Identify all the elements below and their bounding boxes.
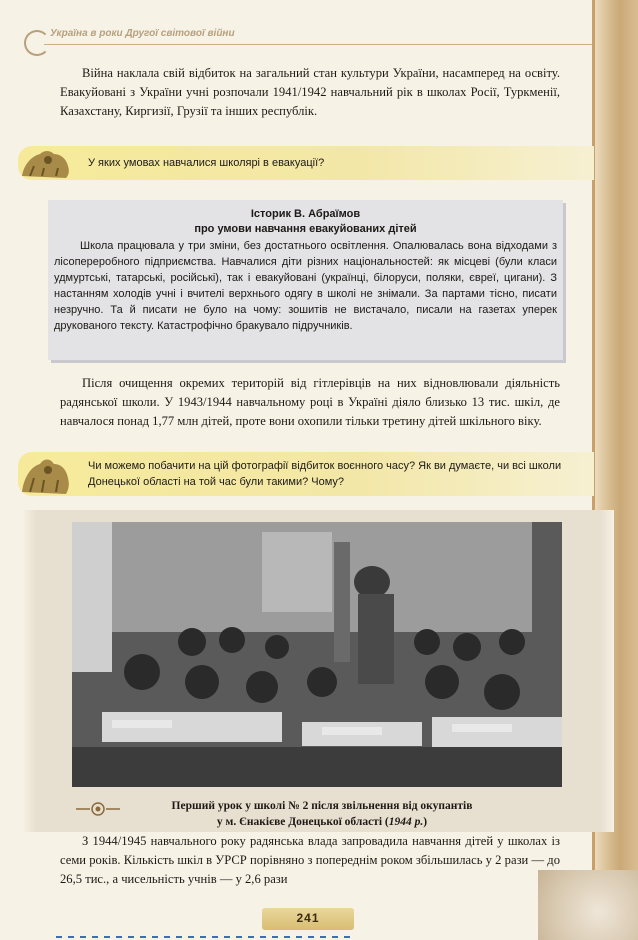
question-horse-icon [18,146,76,180]
caption-close: ) [423,816,428,828]
bottom-dashed-line [56,936,356,938]
question-horse-icon [18,452,76,496]
caption-line-1: Перший урок у школі № 2 після звільнення від окупантів [171,800,473,812]
page-number: 241 [296,911,320,925]
classroom-photo [72,522,562,787]
paragraph-restoration: Після очищення окремих територій від гітлерівців на них відновлювали діяльність радянської школи. У 1943/1944 навчальному році в Україні діяло близько 13 тис. шкіл, де навчалося понад 1,77 млн дітей, проте вони охопили тільки третину дітей шкільного віку. [60,376,560,428]
photo-caption [122,798,522,830]
paragraph-1944: З 1944/1945 навчального року радянська влада запровадила навчання дітей у школах із семи років. Кількість шкіл в УРСР порівняно з попереднім роком збільшилась у 2 рази — до 26,5 тис., а чисельність учнів — у 2,6 рази [60,834,560,886]
photo-frame [32,510,604,832]
corner-decoration [538,870,638,940]
caption-line-2 [122,814,522,830]
question-text-2: Чи можемо побачити на цій фотографії відбиток воєнного часу? Як ви думаєте, чи всі школи Донецької області на той час були такими? Чому? [88,460,562,488]
question-band-1 [18,146,594,180]
header-ornament-icon [24,30,50,56]
caption-place: у м. Єнакієве Донецької області ( [216,816,389,828]
page-header [14,22,592,52]
header-divider [44,44,592,45]
question-band-2 [18,452,594,496]
caption-year: 1944 р. [388,816,424,828]
section-title: Україна в роки Другої світової війни [50,28,235,39]
quote-body: Школа працювала у три зміни, без достатнього освітлення. Опалювалась вона відходами з лісопереробного підприємства. Навчалися діти різних національностей: як місцеві (були класи удмуртські, татарські, російські), так і евакуйовані (українці, білоруси, поляки, євреї, цигани). З настанням холодів учні і вчителі верхнього одягу в школі не знімали. За партами тісно, писати незручно. Та й писати не було на чому: зошитів не вистачало, писали на газетах уперек друкованого тексту. Катастрофічно бракувало підручників. [54,240,557,332]
paragraph-evacuation: Війна наклала свій відбиток на загальний стан культури України, насамперед на освіту. Евакуйовані з України учні розпочали 1941/1942 навчальний рік в школах Росії, Туркменії, Казахстану, Киргизії, Грузії та інших республік. [60,66,560,118]
question-text-1: У яких умовах навчалися школярі в евакуації? [88,157,325,169]
quote-author: Історик В. Абраїмов [250,208,361,220]
quote-subtitle: про умови навчання евакуйованих дітей [194,223,417,235]
page-number-plate [262,908,354,930]
caption-ornament-icon [76,802,120,816]
historian-quote-box [48,200,563,360]
